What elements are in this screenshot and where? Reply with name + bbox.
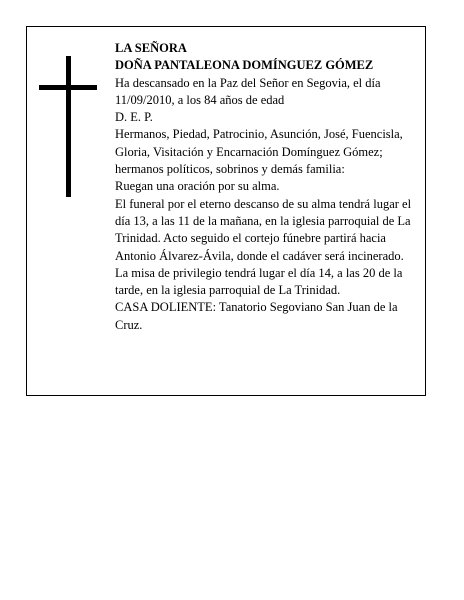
family-list: Hermanos, Piedad, Patrocinio, Asunción, José, Fuencisla, Gloria, Visitación y Encarnación Domínguez Gómez; hermanos políticos, sobrinos y demás familia: (115, 127, 403, 177)
cross-horizontal-bar (39, 85, 97, 90)
notice-title: LA SEÑORA (115, 41, 187, 55)
death-statement: Ha descansado en la Paz del Señor en Segovia, el día 11/09/2010, a los 84 años de edad (115, 75, 381, 107)
obituary-notice (26, 26, 426, 396)
prayer-request: Ruegan una oración por su alma. (115, 179, 280, 194)
funeral-details: El funeral por el eterno descanso de su alma tendrá lugar el día 13, a las 11 de la mañana, en la iglesia parroquial de La Trinidad. Acto seguido el cortejo fúnebre partirá hacia Antonio Álvarez-Ávila, donde el cadáver será incinerado. La misa de privilegio tendrá lugar el día 14, a las 20 de la tarde, en la iglesia parroquial de La Trinidad. (115, 196, 412, 298)
notice-text (115, 40, 415, 334)
cross-vertical-bar (66, 56, 71, 197)
rest-in-peace: D. E. P. (115, 110, 153, 125)
mourning-house: CASA DOLIENTE: Tanatorio Segoviano San Juan de la Cruz. (115, 300, 398, 332)
deceased-name: DOÑA PANTALEONA DOMÍNGUEZ GÓMEZ (115, 58, 374, 73)
